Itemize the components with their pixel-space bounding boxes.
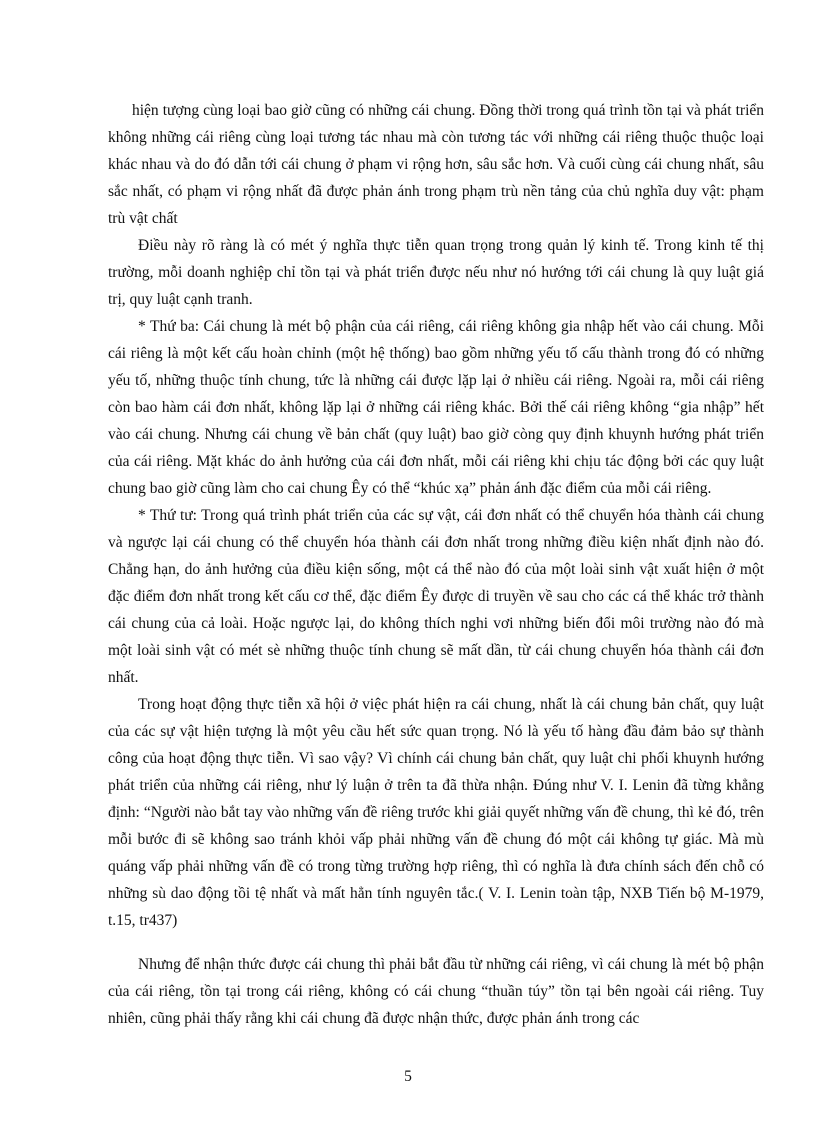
paragraph-3: * Thứ ba: Cái chung là mét bộ phận của cái riêng, cái riêng không gia nhập hết vào cái chung. Mỗi cái riêng là một kết cấu hoàn chỉnh (một hệ thống) bao gồm những yếu tố cấu thành trong đó có những yếu tố, những thuộc tính chung, tức là những cái được lặp lại ở nhiều cái riêng. Ngoài ra, mỗi cái riêng còn bao hàm cái đơn nhất, không lặp lại ở những cái riêng khác. Bởi thế cái riêng không “gia nhập” hết vào cái chung. Nhưng cái chung về bản chất (quy luật) bao giờ còng quy định khuynh hướng phát triển của cái riêng. Mặt khác do ảnh hưởng của cái đơn nhất, mỗi cái riêng khi chịu tác động bởi các quy luật chung bao giờ cũng làm cho cai chung Êy có thể “khúc xạ” phản ánh đặc điểm của mỗi cái riêng. xyxy=(108,318,764,497)
paragraph-1: hiện tượng cùng loại bao giờ cũng có những cái chung. Đồng thời trong quá trình tồn tại và phát triển không những cái riêng cùng loại tương tác nhau mà còn tương tác với những cái riêng thuộc thuộc loại khác nhau và do đó dẫn tới cái chung ở phạm vi rộng hơn, sâu sắc hơn. Và cuối cùng cái chung nhất, sâu sắc nhất, có phạm vi rộng nhất đã được phản ánh trong phạm trù nền tảng của chủ nghĩa duy vật: phạm trù vật chất xyxy=(108,102,764,227)
paragraph-2: Điều này rõ ràng là có mét ý nghĩa thực tiễn quan trọng trong quản lý kinh tế. Trong kinh tế thị trường, mỗi doanh nghiệp chỉ tồn tại và phát triển được nếu như nó hướng tới cái chung là quy luật giá trị, quy luật cạnh tranh. xyxy=(108,237,764,308)
paragraph-5: Trong hoạt động thực tiễn xã hội ở việc phát hiện ra cái chung, nhất là cái chung bản chất, quy luật của các sự vật hiện tượng là một yêu cầu hết sức quan trọng. Nó là yếu tố hàng đầu đảm bảo sự thành công của hoạt động thực tiễn. Vì sao vậy? Vì chính cái chung bản chất, quy luật chi phối khuynh hướng phát triển của những cái riêng, như lý luận ở trên ta đã thừa nhận. Đúng như V. I. Lenin đã từng khẳng định: “Người nào bắt tay vào những vấn đề riêng trước khi giải quyết những vấn đề chung, thì kẻ đó, trên mỗi bước đi sẽ không sao tránh khỏi vấp phải những vấn đề chung đó một cái không tự giác. Mà mù quáng vấp phải những vấn đề có trong từng trường hợp riêng, thì có nghĩa là đưa chính sách đến chỗ có những sù dao động tồi tệ nhất và mất hẳn tính nguyên tắc.( V. I. Lenin toàn tập, NXB Tiến bộ M-1979, t.15, tr437) xyxy=(108,696,764,929)
paragraph-6: Nhưng để nhận thức được cái chung thì phải bắt đầu từ những cái riêng, vì cái chung là mét bộ phận của cái riêng, tồn tại trong cái riêng, không có cái chung “thuần túy” tồn tại bên ngoài cái riêng. Tuy nhiên, cũng phải thấy rằng khi cái chung đã được nhận thức, được phản ánh trong các xyxy=(108,956,764,1027)
page-number: 5 xyxy=(404,1068,412,1085)
page-body xyxy=(108,97,764,1032)
paragraph-4: * Thứ tư: Trong quá trình phát triển của các sự vật, cái đơn nhất có thể chuyển hóa thành cái chung và ngược lại cái chung có thể chuyển hóa thành cái đơn nhất trong những điều kiện nhất định nào đó. Chẳng hạn, do ảnh hưởng của điều kiện sống, một cá thể nào đó của một loài sinh vật xuất hiện ở một đặc điểm đơn nhất trong kết cấu cơ thể, đặc điểm Êy được di truyền về sau cho các cá thể khác trở thành cái chung của cả loài. Hoặc ngược lại, do không thích nghi vơi những biến đổi môi trường nào đó mà một loài sinh vật có mét sè những thuộc tính chung sẽ mất dần, từ cái chung chuyển hóa thành cái đơn nhất. xyxy=(108,507,764,686)
